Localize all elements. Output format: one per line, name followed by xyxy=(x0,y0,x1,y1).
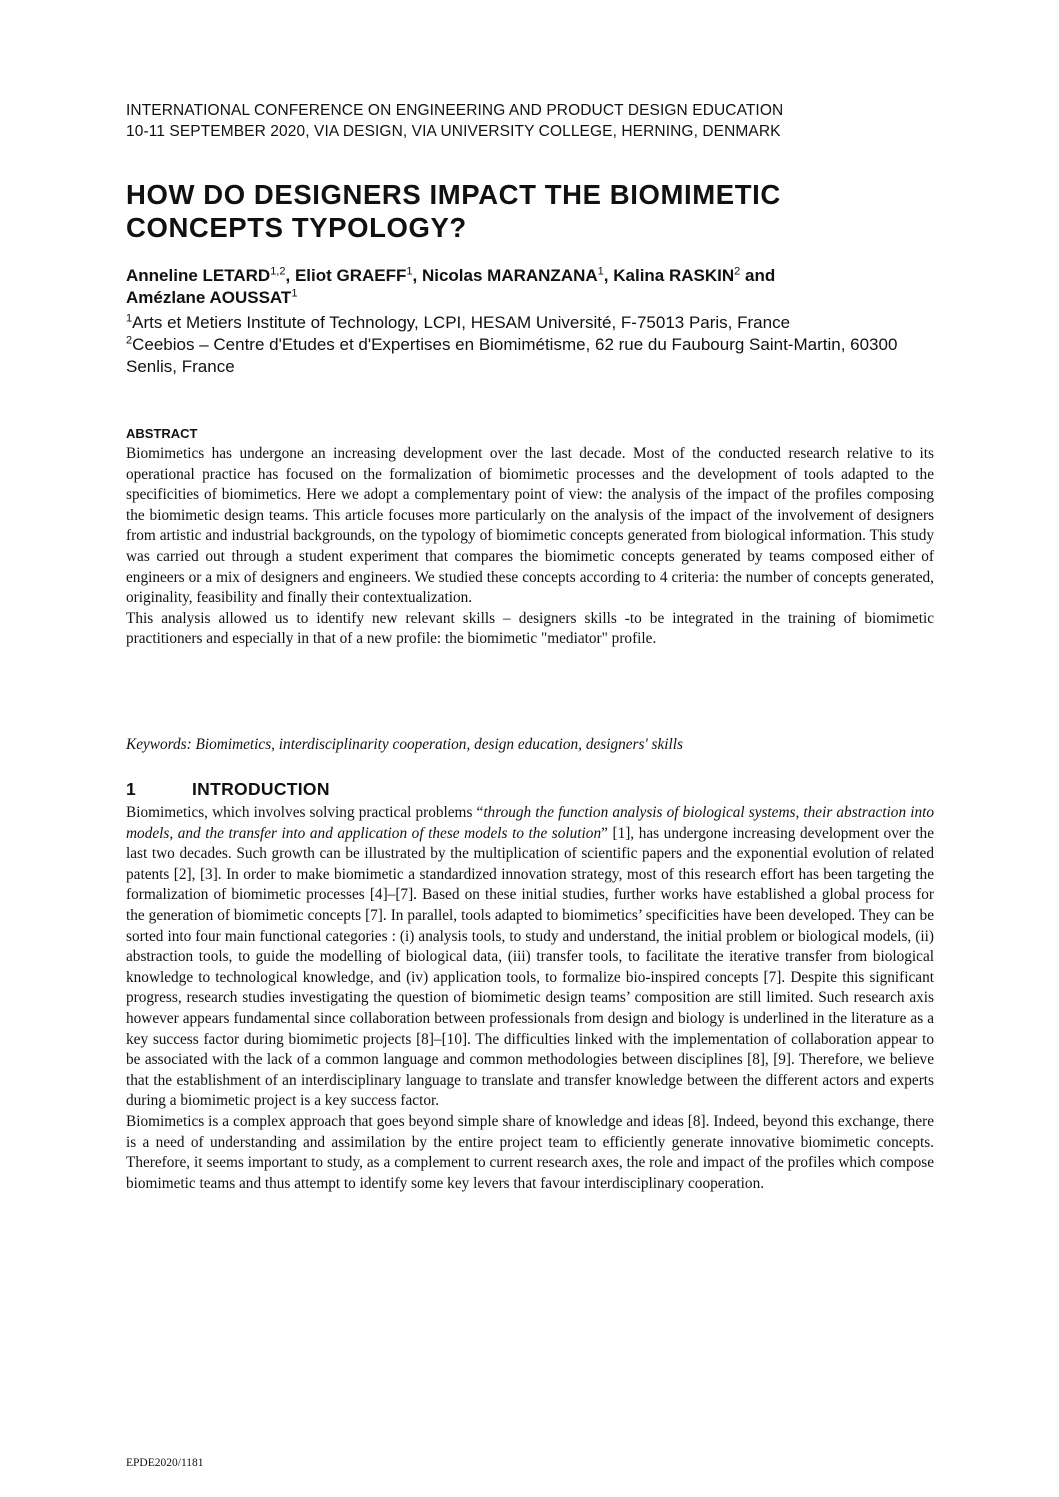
author-separator: , xyxy=(285,266,295,285)
paragraph-text: Biomimetics, which involves solving practical problems “ xyxy=(126,804,484,821)
keywords: Keywords: Biomimetics, interdisciplinarity cooperation, design education, designers' skills xyxy=(126,736,684,753)
abstract-heading: ABSTRACT xyxy=(126,426,198,441)
author-affiliation-mark: 2 xyxy=(734,265,741,278)
affiliation-item xyxy=(126,334,936,378)
conference-name: INTERNATIONAL CONFERENCE ON ENGINEERING AND PRODUCT DESIGN EDUCATION xyxy=(126,102,784,119)
author-separator: and xyxy=(740,266,776,285)
paragraph-text: ” [1], has undergone increasing development over the last two decades. Such growth can be illustrated by the multiplication of scientific papers and the exponential evolution of related patents [2], [3]. In order to make biomimetic a standardized innovation strategy, most of this research effort has been targeting the formalization of biomimetic processes [4]–[7]. Based on these initial studies, further works have established a global process for the generation of biomimetic concepts [7]. In parallel, tools adapted to biomimetics’ specificities have been developed. They can be sorted into four main functional categories : (i) analysis tools, to study and understand, the initial problem or biological models, (ii) abstraction tools, to guide the modelling of biological data, (iii) transfer tools, to facilitate the iterative transfer from biological knowledge to technological knowledge, and (iv) application tools, to formalize bio-inspired concepts [7]. Despite this significant progress, research studies investigating the question of biomimetic design teams’ composition are still limited. Such research axis however appears fundamental since collaboration between professionals from design and biology is underlined in the literature as a key success factor during biomimetic projects [8]–[10]. The difficulties linked with the implementation of collaboration appear to be associated with the lack of a common language and common methodologies between disciplines [8], [9]. Therefore, we believe that the establishment of an interdisciplinary language to translate and transfer knowledge between the different actors and experts during a biomimetic project is a key success factor. xyxy=(126,824,934,1110)
author-list xyxy=(126,265,936,309)
author-separator: , xyxy=(603,266,614,285)
author-name: Kalina RASKIN xyxy=(613,266,735,285)
affiliation-item xyxy=(126,312,936,334)
introduction-body xyxy=(126,803,934,1194)
paper-title-line-2: CONCEPTS TYPOLOGY? xyxy=(126,212,467,243)
abstract-paragraph: Biomimetics has undergone an increasing development over the last decade. Most of the conducted research relative to its operational practice has focused on the formalization of biomimetic processes and the development of tools adapted to the specificities of biomimetics. Here we adopt a complementary point of view: the analysis of the impact of the profiles composing the biomimetic design teams. This article focuses more particularly on the analysis of the impact of the involvement of designers from artistic and industrial backgrounds, on the typology of biomimetic concepts generated from biological information. This study was carried out through a student experiment that compares the biomimetic concepts generated by teams composed either of engineers or a mix of designers and engineers. We studied these concepts according to 4 criteria: the number of concepts generated, originality, feasibility and finally their contextualization. xyxy=(126,445,934,607)
author-name: Amézlane AOUSSAT xyxy=(126,288,292,307)
author-name: Eliot GRAEFF xyxy=(294,266,407,285)
affiliation-mark: 1 xyxy=(126,312,133,325)
paper-title xyxy=(126,178,946,244)
author-affiliation-mark: 1 xyxy=(597,265,604,278)
author-separator: , xyxy=(412,266,422,285)
author-affiliation-mark: 1,2 xyxy=(270,265,286,278)
author-name: Nicolas MARANZANA xyxy=(421,266,598,285)
author-name: Anneline LETARD xyxy=(126,266,271,285)
abstract-paragraph: This analysis allowed us to identify new relevant skills – designers skills -to be integrated in the training of biomimetic practitioners and especially in that of a new profile: the biomimetic "mediator" profile. xyxy=(126,609,934,648)
section-heading xyxy=(126,779,330,800)
quotation: through the function analysis of biological systems, their abstraction into models, and the transfer into and application of these models to the solution xyxy=(126,804,935,842)
affiliation-text: Ceebios – Centre d'Etudes et d'Expertises en Biomimétisme, 62 rue du Faubourg Saint-Martin, 60300 Senlis, France xyxy=(126,335,898,376)
abstract-body xyxy=(126,444,934,650)
affiliation-list xyxy=(126,312,936,378)
author-affiliation-mark: 1 xyxy=(406,265,413,278)
body-paragraph: Biomimetics is a complex approach that goes beyond simple share of knowledge and ideas [8]. Indeed, beyond this exchange, there is a need of understanding and assimilation by the entire project team to efficiently generate innovative biomimetic concepts. Therefore, it seems important to study, as a complement to current research axes, the role and impact of the profiles which compose biomimetic teams and thus attempt to identify some key levers that favour interdisciplinary cooperation. xyxy=(126,1112,934,1192)
author-affiliation-mark: 1 xyxy=(291,287,298,300)
affiliation-text: Arts et Metiers Institute of Technology, LCPI, HESAM Université, F-75013 Paris, France xyxy=(132,313,791,332)
section-title: INTRODUCTION xyxy=(192,779,330,799)
affiliation-mark: 2 xyxy=(126,334,133,347)
conference-date-location: 10-11 SEPTEMBER 2020, VIA DESIGN, VIA UNIVERSITY COLLEGE, HERNING, DENMARK xyxy=(126,123,781,140)
conference-header xyxy=(126,100,783,142)
body-paragraph xyxy=(126,803,934,1112)
paper-title-line-1: HOW DO DESIGNERS IMPACT THE BIOMIMETIC xyxy=(126,179,781,210)
page-footer-id: EPDE2020/1181 xyxy=(126,1457,204,1469)
section-number: 1 xyxy=(126,779,137,799)
